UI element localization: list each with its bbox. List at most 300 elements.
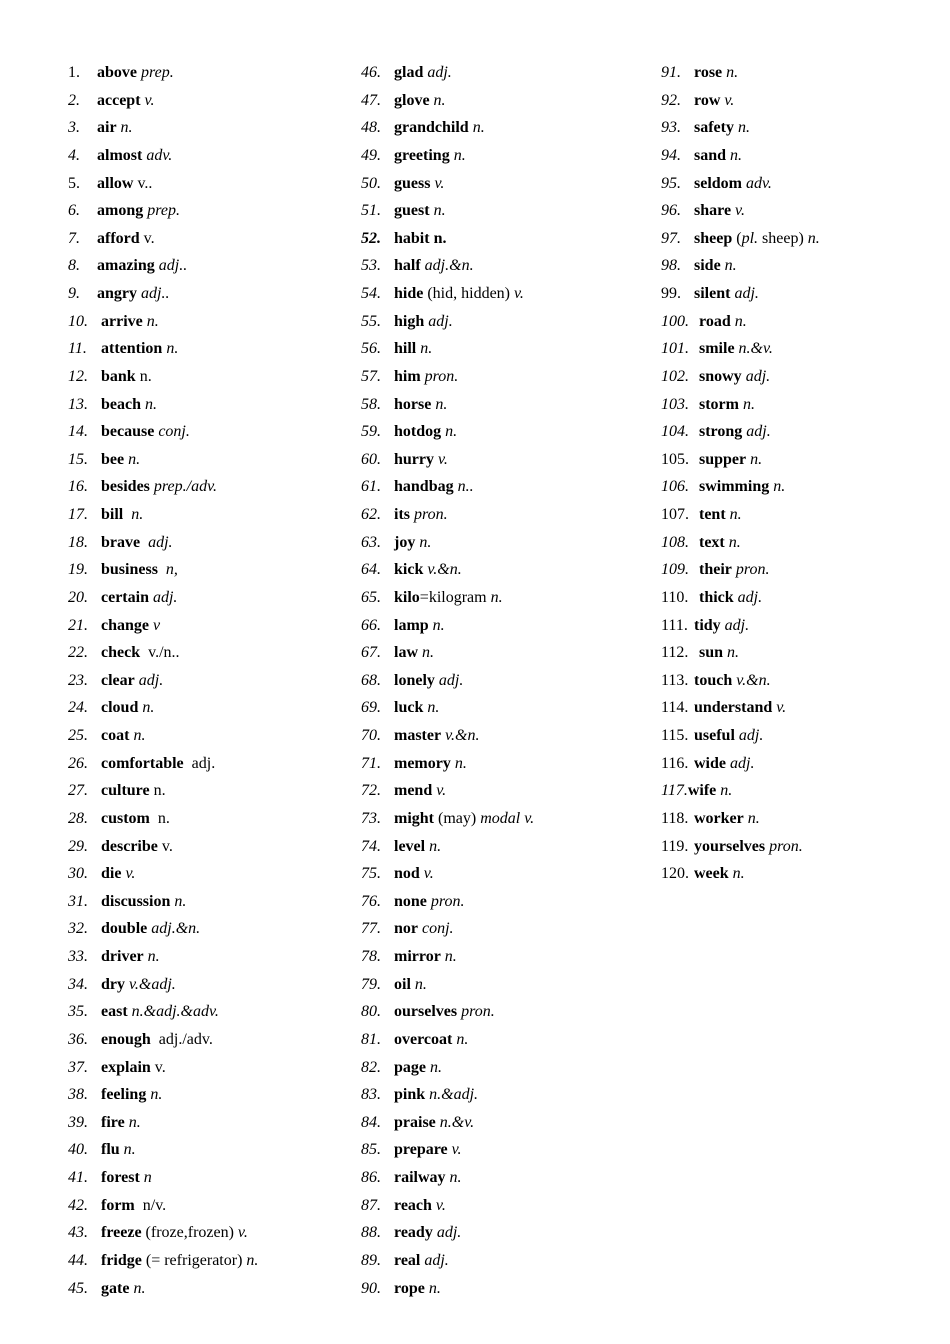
- word-entry: [361, 694, 651, 722]
- entry-word: form: [101, 1196, 135, 1214]
- word-entry: [68, 391, 358, 419]
- entry-word: yourselves: [694, 837, 766, 855]
- entry-number: 43.: [68, 1224, 88, 1242]
- entry-word: bee: [101, 450, 125, 468]
- entry-word: kick: [394, 561, 424, 579]
- word-entry: [661, 87, 950, 115]
- entry-number: 109.: [661, 561, 689, 579]
- entry-word: enough: [101, 1030, 151, 1048]
- entry-part-of-speech: modal v.: [480, 809, 535, 827]
- entry-number: 87.: [361, 1196, 381, 1214]
- word-entry: [361, 529, 651, 557]
- entry-number: 119.: [661, 837, 689, 855]
- entry-part-of-speech: adj.: [734, 727, 764, 744]
- entry-number: 110.: [661, 588, 689, 606]
- entry-part-of-speech: adj.: [148, 588, 178, 606]
- entry-number: 31.: [68, 892, 88, 910]
- entry-word: snowy: [699, 367, 742, 385]
- entry-word: feeling: [101, 1086, 147, 1104]
- word-entry: [361, 308, 651, 336]
- entry-number: 62.: [361, 506, 381, 523]
- entry-number: 35.: [68, 1003, 88, 1021]
- entry-word: storm: [699, 395, 739, 413]
- entry-part-of-speech: n.: [170, 892, 187, 910]
- word-entry: [68, 1109, 358, 1137]
- word-entry: [361, 888, 651, 916]
- entry-number: 92.: [661, 91, 681, 109]
- entry-part-of-speech: n.: [720, 257, 737, 275]
- entry-part-of-speech: n.&adj.: [425, 1086, 479, 1104]
- entry-word: thick: [699, 588, 734, 606]
- word-entry: [661, 473, 950, 501]
- word-entry: [361, 1164, 651, 1192]
- entry-part-of-speech: v.: [139, 229, 155, 247]
- entry-number: 41.: [68, 1169, 88, 1186]
- entry-word: wide: [694, 754, 726, 772]
- word-entry: [68, 971, 358, 999]
- entry-word: its: [394, 506, 410, 523]
- entry-part-of-speech: adj.: [434, 671, 464, 689]
- entry-word: east: [101, 1003, 128, 1021]
- entry-part-of-speech: n.: [724, 533, 741, 551]
- entry-word: habit n.: [394, 229, 447, 247]
- word-entry: [68, 446, 358, 474]
- entry-number: 118.: [661, 809, 689, 827]
- word-entry: [361, 639, 651, 667]
- entry-number: 38.: [68, 1086, 88, 1104]
- entry-part-of-speech: n.: [123, 506, 144, 523]
- word-entry: [68, 142, 358, 170]
- entry-number: 39.: [68, 1113, 88, 1131]
- entry-part-of-speech: n.: [746, 450, 763, 468]
- word-entry: [68, 1275, 358, 1303]
- entry-number: 83.: [361, 1086, 381, 1104]
- entry-part-of-speech: n.: [124, 450, 141, 468]
- word-entry: [361, 777, 651, 805]
- word-entry: [361, 335, 651, 363]
- entry-word: lonely: [394, 671, 435, 689]
- word-entry: [661, 584, 950, 612]
- entry-number: 116.: [661, 754, 689, 772]
- entry-word: mend: [394, 782, 433, 800]
- entry-part-of-speech: n.: [743, 809, 760, 827]
- word-entry: [68, 1192, 358, 1220]
- entry-word: memory: [394, 754, 451, 772]
- word-list-column-2: [361, 59, 651, 1302]
- entry-word: dry: [101, 975, 125, 993]
- entry-part-of-speech: n/v.: [134, 1196, 167, 1214]
- word-entry: [68, 1026, 358, 1054]
- entry-word: strong: [699, 423, 743, 441]
- entry-part-of-speech: v.: [430, 174, 445, 192]
- entry-number: 53.: [361, 257, 381, 275]
- entry-word: praise: [394, 1113, 436, 1131]
- entry-part-of-speech: v.&n.: [732, 671, 771, 689]
- entry-part-of-speech: adj.: [420, 1251, 449, 1269]
- word-entry: [361, 391, 651, 419]
- word-entry: [661, 694, 950, 722]
- entry-part-of-speech: v.: [431, 1196, 446, 1214]
- entry-number: 96.: [661, 202, 681, 220]
- entry-part-of-speech: adv.: [742, 174, 772, 192]
- word-entry: [68, 87, 358, 115]
- word-entry: [68, 252, 358, 280]
- word-entry: [68, 694, 358, 722]
- word-entry: [361, 943, 651, 971]
- entry-word: hide: [394, 285, 424, 302]
- entry-number: 48.: [361, 119, 381, 137]
- word-entry: [361, 556, 651, 584]
- entry-part-of-speech: n.: [410, 975, 427, 993]
- entry-part-of-speech: adv.: [142, 146, 173, 164]
- entry-part-of-speech: n.: [423, 699, 440, 717]
- word-entry: [661, 667, 950, 695]
- entry-word: arrive: [101, 312, 143, 330]
- entry-word: hotdog: [394, 423, 442, 441]
- entry-number: 24.: [68, 699, 88, 717]
- word-entry: [68, 667, 358, 695]
- entry-number: 64.: [361, 561, 381, 579]
- entry-word: high: [394, 312, 425, 330]
- word-entry: [68, 1136, 358, 1164]
- entry-number: 27.: [68, 782, 88, 800]
- word-entry: [661, 639, 950, 667]
- word-entry: [661, 612, 950, 640]
- word-entry: [68, 1054, 358, 1082]
- entry-part-of-speech: adj.: [134, 671, 164, 689]
- word-entry: [661, 860, 950, 888]
- entry-word: real: [394, 1251, 421, 1269]
- entry-word: bank: [101, 367, 136, 385]
- entry-word: angry: [97, 285, 137, 302]
- entry-part-of-speech: n.: [415, 533, 432, 551]
- entry-number: 23.: [68, 671, 88, 689]
- entry-part-of-speech: adj.: [183, 754, 216, 772]
- word-entry: [661, 142, 950, 170]
- entry-part-of-speech: n,: [157, 561, 178, 579]
- entry-word: accept: [97, 91, 141, 109]
- entry-number: 95.: [661, 174, 681, 192]
- entry-part-of-speech: v.: [419, 865, 434, 883]
- entry-part-of-speech: n.: [246, 1251, 259, 1269]
- entry-word: business: [101, 561, 158, 579]
- entry-number: 20.: [68, 588, 88, 606]
- entry-part-of-speech: n.: [738, 395, 755, 413]
- entry-number: 90.: [361, 1279, 381, 1297]
- entry-word: kilo: [394, 588, 420, 606]
- entry-part-of-speech: v: [149, 616, 161, 634]
- entry-number: 98.: [661, 257, 681, 275]
- entry-word: die: [101, 865, 122, 883]
- entry-number: 72.: [361, 782, 381, 800]
- entry-part-of-speech: n.: [450, 754, 467, 772]
- word-entry: [68, 915, 358, 943]
- word-entry: [661, 805, 950, 833]
- word-entry: [361, 1247, 651, 1275]
- entry-part-of-speech: v.: [731, 202, 745, 220]
- entry-number: 6.: [68, 202, 80, 220]
- entry-number: 5.: [68, 174, 80, 192]
- entry-word: might: [394, 809, 434, 827]
- entry-word: level: [394, 837, 426, 855]
- entry-word: grandchild: [394, 119, 469, 137]
- entry-word: half: [394, 257, 421, 275]
- entry-number: 52.: [361, 229, 381, 247]
- entry-part-of-speech: v.: [432, 782, 447, 800]
- word-entry: [361, 170, 651, 198]
- entry-part-of-speech: adj.: [742, 423, 771, 441]
- entry-word: railway: [394, 1169, 446, 1186]
- word-entry: [661, 280, 950, 308]
- entry-number: 105.: [661, 450, 689, 468]
- entry-number: 82.: [361, 1058, 381, 1076]
- entry-word: rope: [394, 1279, 425, 1297]
- entry-part-of-speech: n.: [416, 340, 433, 358]
- entry-word: above: [97, 64, 137, 81]
- word-entry: [68, 114, 358, 142]
- word-entry: [68, 1247, 358, 1275]
- entry-word: law: [394, 644, 418, 662]
- entry-word: nod: [394, 865, 420, 883]
- word-entry: [661, 225, 950, 253]
- word-entry: [68, 943, 358, 971]
- word-entry: [361, 584, 651, 612]
- entry-word: besides: [101, 478, 150, 496]
- word-entry: [361, 750, 651, 778]
- entry-word: guess: [394, 174, 431, 192]
- word-entry: [361, 59, 651, 87]
- entry-part-of-speech: prep./adv.: [149, 478, 217, 496]
- entry-number: 84.: [361, 1113, 381, 1131]
- word-entry: [361, 998, 651, 1026]
- entry-number: 93.: [661, 119, 681, 137]
- entry-number: 11.: [68, 340, 87, 358]
- entry-part-of-speech: v..: [133, 174, 153, 192]
- word-entry: [661, 170, 950, 198]
- word-entry: [68, 529, 358, 557]
- entry-word: almost: [97, 146, 143, 164]
- entry-number: 74.: [361, 837, 381, 855]
- entry-part-of-speech: n.&v.: [435, 1113, 475, 1131]
- entry-word: touch: [694, 671, 733, 689]
- entry-number: 103.: [661, 395, 689, 413]
- entry-part-of-speech: n.: [146, 1086, 163, 1104]
- entry-part-of-speech: n.&v.: [734, 340, 773, 358]
- entry-word: lamp: [394, 616, 429, 634]
- entry-number: 22.: [68, 644, 88, 662]
- entry-word: attention: [101, 340, 163, 358]
- word-entry: [661, 833, 950, 861]
- entry-word: their: [699, 561, 732, 579]
- entry-part-of-speech: adj.: [424, 312, 453, 330]
- entry-word: worker: [694, 809, 744, 827]
- word-entry: [361, 1109, 651, 1137]
- entry-part-of-speech: sheep): [758, 229, 808, 247]
- entry-part-of-speech: n.: [141, 395, 157, 413]
- entry-word: hill: [394, 340, 417, 358]
- entry-part-of-speech: (may): [434, 809, 481, 827]
- word-entry: [661, 252, 950, 280]
- entry-word: master: [394, 727, 442, 744]
- entry-part-of-speech: n.: [452, 1030, 469, 1048]
- entry-word: wife: [687, 782, 717, 800]
- word-entry: [68, 888, 358, 916]
- word-entry: [361, 501, 651, 529]
- entry-number: 81.: [361, 1030, 381, 1048]
- entry-number: 15.: [68, 450, 88, 468]
- entry-word: prepare: [394, 1141, 448, 1159]
- entry-part-of-speech: n.: [722, 64, 739, 81]
- entry-number: 104.: [661, 423, 689, 441]
- entry-part-of-speech: pron.: [765, 837, 803, 855]
- entry-part-of-speech: v.: [447, 1141, 462, 1159]
- entry-word: joy: [394, 533, 416, 551]
- word-entry: [361, 971, 651, 999]
- entry-part-of-speech: n.: [116, 119, 133, 137]
- entry-part-of-speech: n.: [726, 146, 743, 164]
- entry-part-of-speech: n.: [468, 119, 485, 137]
- entry-number: 63.: [361, 533, 381, 551]
- word-entry: [68, 833, 358, 861]
- entry-part-of-speech: n.: [424, 1279, 441, 1297]
- entry-word: explain: [101, 1058, 151, 1076]
- entry-number: 113.: [661, 671, 689, 689]
- entry-number: 16.: [68, 478, 88, 496]
- entry-part-of-speech: n.: [441, 423, 458, 441]
- word-entry: [361, 1026, 651, 1054]
- entry-part-of-speech: n.: [149, 782, 166, 800]
- entry-word: beach: [101, 395, 141, 413]
- entry-number: 8.: [68, 257, 80, 275]
- entry-word: fire: [101, 1113, 125, 1131]
- word-entry: [361, 197, 651, 225]
- entry-number: 40.: [68, 1141, 88, 1159]
- entry-number: 46.: [361, 64, 381, 81]
- entry-part-of-speech: conj.: [154, 423, 190, 441]
- entry-part-of-speech: adj.: [432, 1224, 462, 1242]
- entry-number: 50.: [361, 174, 381, 192]
- entry-part-of-speech: n.: [440, 948, 457, 965]
- entry-word: mirror: [394, 948, 441, 965]
- word-entry: [361, 722, 651, 750]
- entry-number: 112.: [661, 644, 689, 662]
- entry-part-of-speech: n..: [453, 478, 474, 496]
- entry-word: guest: [394, 202, 430, 220]
- entry-word: ourselves: [394, 1003, 458, 1021]
- word-entry: [361, 363, 651, 391]
- entry-part-of-speech: v.: [237, 1224, 248, 1242]
- entry-number: 80.: [361, 1003, 381, 1021]
- entry-number: 54.: [361, 285, 381, 302]
- word-entry: [68, 59, 358, 87]
- entry-word: air: [97, 119, 117, 137]
- entry-part-of-speech: n.: [428, 616, 445, 634]
- entry-word: text: [699, 533, 725, 551]
- entry-number: 25.: [68, 727, 88, 744]
- entry-word: fridge: [101, 1251, 142, 1269]
- entry-number: 61.: [361, 478, 381, 496]
- entry-number: 51.: [361, 202, 381, 220]
- word-entry: [361, 87, 651, 115]
- word-entry: [661, 59, 950, 87]
- word-entry: [361, 1136, 651, 1164]
- entry-part-of-speech: v.: [157, 837, 173, 855]
- entry-number: 86.: [361, 1169, 381, 1186]
- entry-part-of-speech: n.: [716, 782, 733, 800]
- word-entry: [361, 915, 651, 943]
- entry-number: 111.: [661, 616, 688, 634]
- entry-number: 4.: [68, 146, 80, 164]
- entry-number: 1.: [68, 64, 80, 81]
- entry-number: 55.: [361, 312, 381, 330]
- entry-part-of-speech: n.: [429, 91, 446, 109]
- entry-number: 2.: [68, 91, 80, 109]
- word-entry: [68, 308, 358, 336]
- entry-part-of-speech: adj.&n.: [147, 920, 201, 938]
- word-entry: [661, 114, 950, 142]
- entry-part-of-speech: adj.: [726, 754, 755, 772]
- entry-part-of-speech: pron.: [731, 561, 770, 579]
- entry-part-of-speech: adj.: [720, 616, 750, 634]
- entry-part-of-speech: n.: [143, 948, 160, 965]
- word-entry: [361, 1081, 651, 1109]
- word-entry: [68, 335, 358, 363]
- word-entry: [361, 805, 651, 833]
- word-entry: [361, 1219, 651, 1247]
- entry-part-of-speech: adj.: [741, 367, 771, 385]
- word-entry: [68, 722, 358, 750]
- word-entry: [68, 777, 358, 805]
- word-entry: [661, 556, 950, 584]
- entry-part-of-speech: n.: [445, 1169, 462, 1186]
- word-entry: [361, 114, 651, 142]
- entry-number: 10.: [68, 312, 88, 330]
- entry-part-of-speech: adj.: [733, 588, 763, 606]
- entry-part-of-speech: (hid, hidden): [423, 285, 514, 302]
- entry-number: 99.: [661, 285, 681, 302]
- entry-part-of-speech: n.: [142, 312, 159, 330]
- entry-number: 9.: [68, 285, 80, 302]
- word-entry: [361, 142, 651, 170]
- entry-number: 42.: [68, 1196, 88, 1214]
- entry-word: greeting: [394, 146, 450, 164]
- word-entry: [361, 1275, 651, 1303]
- word-entry: [68, 1219, 358, 1247]
- word-entry: [661, 335, 950, 363]
- entry-word: gate: [101, 1279, 130, 1297]
- entry-part-of-speech: v.: [140, 91, 155, 109]
- entry-word: tidy: [694, 616, 721, 634]
- entry-number: 17.: [68, 506, 88, 523]
- entry-number: 47.: [361, 91, 381, 109]
- word-entry: [661, 750, 950, 778]
- entry-part-of-speech: n.: [426, 1058, 442, 1076]
- entry-part-of-speech: v.: [514, 285, 524, 302]
- entry-part-of-speech: n.: [119, 1141, 136, 1159]
- word-entry: [68, 584, 358, 612]
- entry-word: pink: [394, 1086, 426, 1104]
- entry-word: silent: [694, 285, 731, 302]
- entry-part-of-speech: adj.: [730, 285, 759, 302]
- entry-word: coat: [101, 727, 130, 744]
- entry-number: 14.: [68, 423, 88, 441]
- entry-word: sun: [699, 644, 724, 662]
- entry-word: sand: [694, 146, 727, 164]
- entry-word: certain: [101, 588, 149, 606]
- entry-word: nor: [394, 920, 418, 938]
- entry-number: 89.: [361, 1251, 381, 1269]
- entry-part-of-speech: v.&n.: [441, 727, 480, 744]
